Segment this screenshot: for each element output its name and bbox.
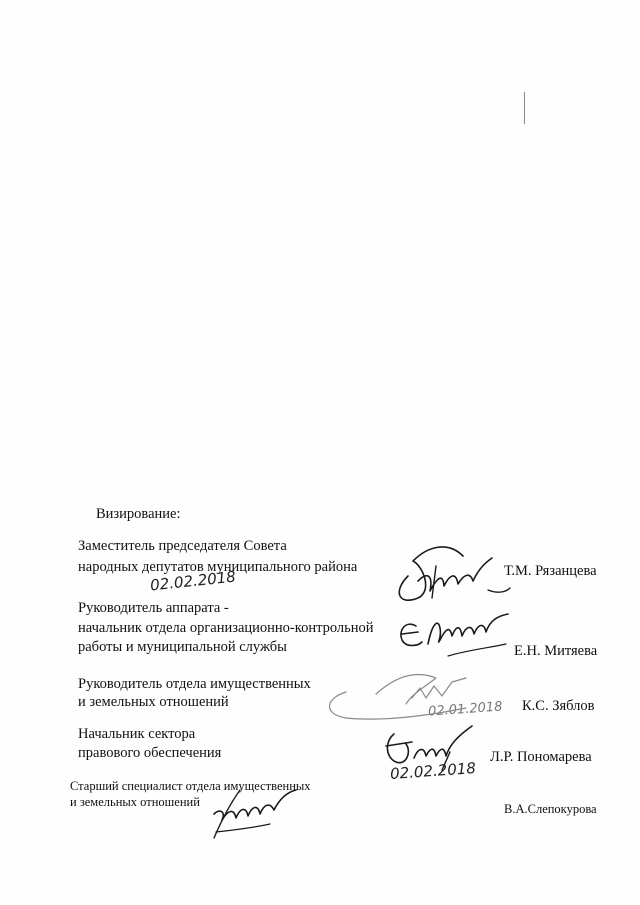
signature-3 <box>316 664 516 724</box>
approval-5-position-line-1: Старший специалист отдела имущественных <box>70 779 311 793</box>
approval-1-position-line-2: народных депутатов муниципального района <box>78 559 358 575</box>
approval-1-handwritten-date: 02.02.2018 <box>149 567 237 595</box>
approval-heading: Визирование: <box>96 506 181 522</box>
approval-2-position-line-3: работы и муниципальной службы <box>78 639 287 655</box>
approval-5-name: В.А.Слепокурова <box>504 802 597 816</box>
scan-artifact-line <box>524 92 525 124</box>
approval-4-name: Л.Р. Пономарева <box>490 749 592 765</box>
approval-4-position-line-2: правового обеспечения <box>78 745 222 761</box>
approval-3-handwritten-date: 02.01.2018 <box>427 699 503 720</box>
approval-2-position-line-2: начальник отдела организационно-контрольной <box>78 620 374 636</box>
signature-4 <box>376 722 486 772</box>
approval-5-position-line-2: и земельных отношений <box>70 795 200 809</box>
approval-2-name: Е.Н. Митяева <box>514 643 598 659</box>
approval-1-name: Т.М. Рязанцева <box>504 563 597 579</box>
approval-3-position-line-2: и земельных отношений <box>78 694 229 710</box>
approval-4-handwritten-date: 02.02.2018 <box>389 759 477 783</box>
approval-4-position-line-1: Начальник сектора <box>78 726 196 742</box>
approval-2-position-line-1: Руководитель аппарата - <box>78 600 229 616</box>
approval-1-position-line-1: Заместитель председателя Совета <box>78 538 287 554</box>
approval-3-position-line-1: Руководитель отдела имущественных <box>78 676 311 692</box>
signature-2 <box>388 584 518 664</box>
signature-5 <box>200 784 300 844</box>
approval-3-name: К.С. Зяблов <box>522 698 595 714</box>
